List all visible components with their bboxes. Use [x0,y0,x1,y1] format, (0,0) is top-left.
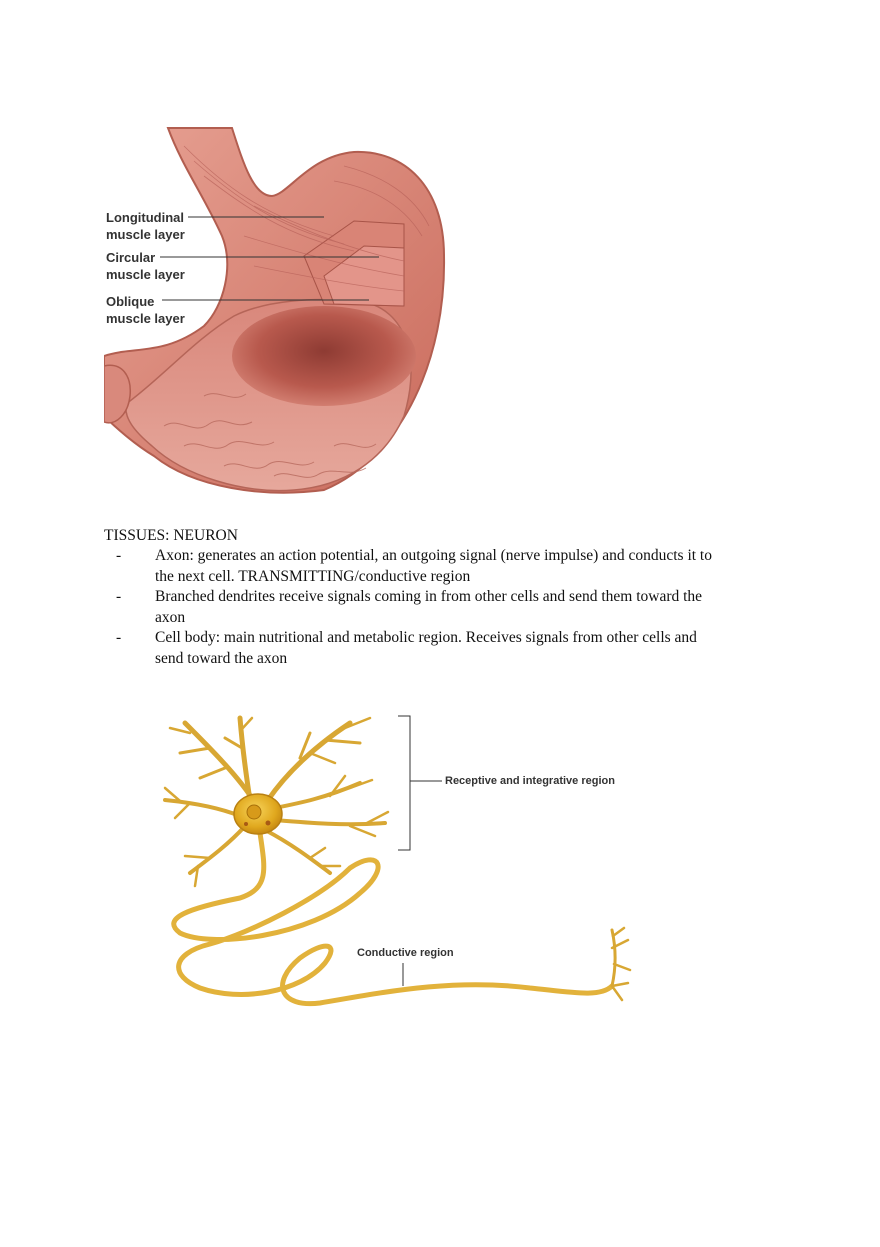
label-line: muscle layer [106,227,185,242]
bullet-dash: - [116,588,122,605]
bullet-dash: - [116,629,122,646]
list-item [104,587,724,628]
conductive-region-label: Conductive region [357,947,454,959]
bullet-text-dendrites: Branched dendrites receive signals coming in from other cells and send them toward the axon [155,588,703,626]
list-item [104,628,724,669]
bullet-dash: - [116,547,122,564]
section-title: TISSUES: NEURON [104,527,238,544]
neuron-illustration [150,708,650,1020]
label-line: Oblique [106,294,155,309]
bullet-text-cell-body: Cell body: main nutritional and metabolic region. Receives signals from other cells and send toward the axon [155,629,697,667]
list-item [104,546,724,587]
receptive-region-label: Receptive and integrative region [445,775,615,787]
label-line: muscle layer [106,311,185,326]
label-line: Longitudinal [106,210,184,225]
bullet-text-axon: Axon: generates an action potential, an outgoing signal (nerve impulse) and conducts it to the next cell. TRANSMITTING/conductive region [155,547,712,585]
label-line: muscle layer [106,267,185,282]
oblique-layer-label [106,293,185,327]
label-line: Circular [106,250,156,265]
stomach-muscle-layers-figure [104,126,456,498]
longitudinal-layer-label [106,209,185,243]
bullet-list [104,546,724,669]
neuron-regions-figure [150,708,650,1020]
circular-layer-label [106,249,185,283]
